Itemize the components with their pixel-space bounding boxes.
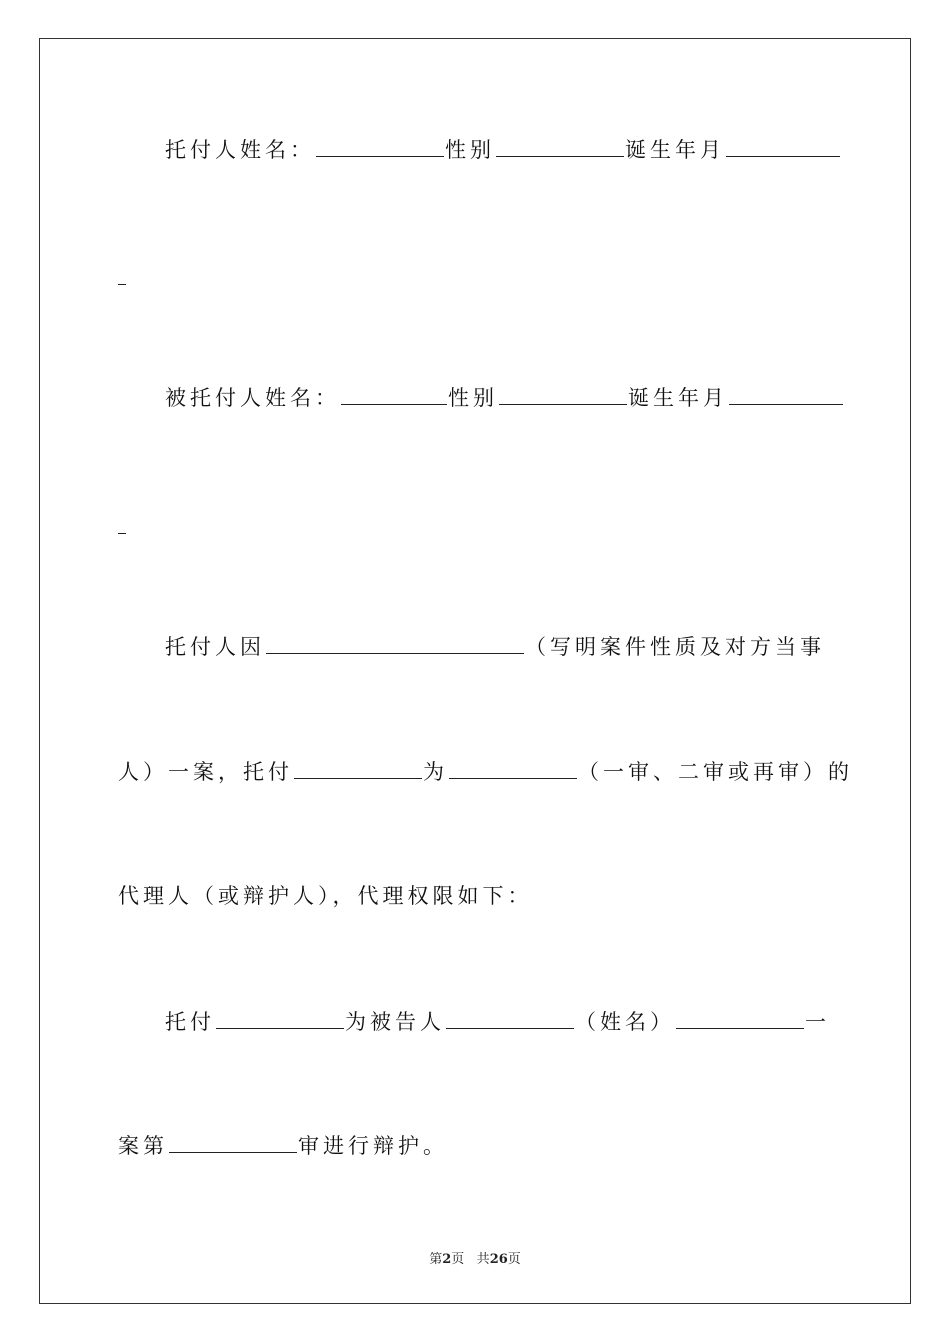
case-number-label: 案第 — [118, 1134, 168, 1158]
trial-stage-note: （一审、二审或再审）的 — [578, 760, 853, 784]
defendant-label: 为被告人 — [345, 1010, 445, 1034]
role-blank[interactable] — [449, 758, 577, 779]
authority-line — [118, 882, 834, 910]
principal-name-label: 托付人姓名： — [165, 138, 315, 162]
trial-line — [118, 1132, 834, 1160]
case-entrust-text: 人）一案，托付 — [118, 760, 293, 784]
case-blank[interactable] — [676, 1008, 804, 1029]
agent-name-blank[interactable] — [341, 384, 447, 405]
gender-blank[interactable] — [496, 136, 624, 157]
total-suffix: 页 — [507, 1252, 521, 1267]
total-prefix: 共 — [476, 1252, 490, 1267]
gender-label: 性别 — [445, 138, 495, 162]
page-suffix: 页 — [451, 1252, 465, 1267]
case-cause-line — [165, 633, 834, 661]
case-nature-note: （写明案件性质及对方当事 — [525, 635, 825, 659]
as-text: 为 — [423, 760, 448, 784]
case-cause-label: 托付人因 — [165, 635, 265, 659]
gender-label: 性别 — [448, 386, 498, 410]
entrusted-blank[interactable] — [216, 1008, 344, 1029]
total-pages: 26 — [489, 1252, 508, 1267]
page-border — [39, 38, 911, 1304]
one-text: 一 — [805, 1010, 830, 1034]
continuation-blank[interactable] — [118, 533, 126, 534]
birth-label: 诞生年月 — [628, 386, 728, 410]
page-number: 2 — [442, 1252, 452, 1267]
birth-blank[interactable] — [726, 136, 840, 157]
agent-info-line — [165, 384, 834, 412]
principal-info-line — [165, 136, 834, 164]
principal-name-blank[interactable] — [316, 136, 444, 157]
agent-name-label: 被托付人姓名： — [165, 386, 340, 410]
name-note: （姓名） — [575, 1010, 675, 1034]
gender-blank[interactable] — [499, 384, 627, 405]
page-footer — [0, 1248, 950, 1267]
trial-number-blank[interactable] — [169, 1132, 297, 1153]
authority-text: 代理人（或辩护人），代理权限如下： — [118, 884, 533, 908]
entrust-label: 托付 — [165, 1010, 215, 1034]
defense-line — [165, 1008, 834, 1036]
continuation-blank[interactable] — [118, 284, 126, 285]
page-prefix: 第 — [429, 1252, 443, 1267]
entrust-line — [118, 758, 853, 786]
defense-text: 审进行辩护。 — [298, 1134, 448, 1158]
defendant-blank[interactable] — [446, 1008, 574, 1029]
case-cause-blank[interactable] — [266, 633, 524, 654]
birth-label: 诞生年月 — [625, 138, 725, 162]
birth-blank[interactable] — [729, 384, 843, 405]
entrusted-blank[interactable] — [294, 758, 422, 779]
